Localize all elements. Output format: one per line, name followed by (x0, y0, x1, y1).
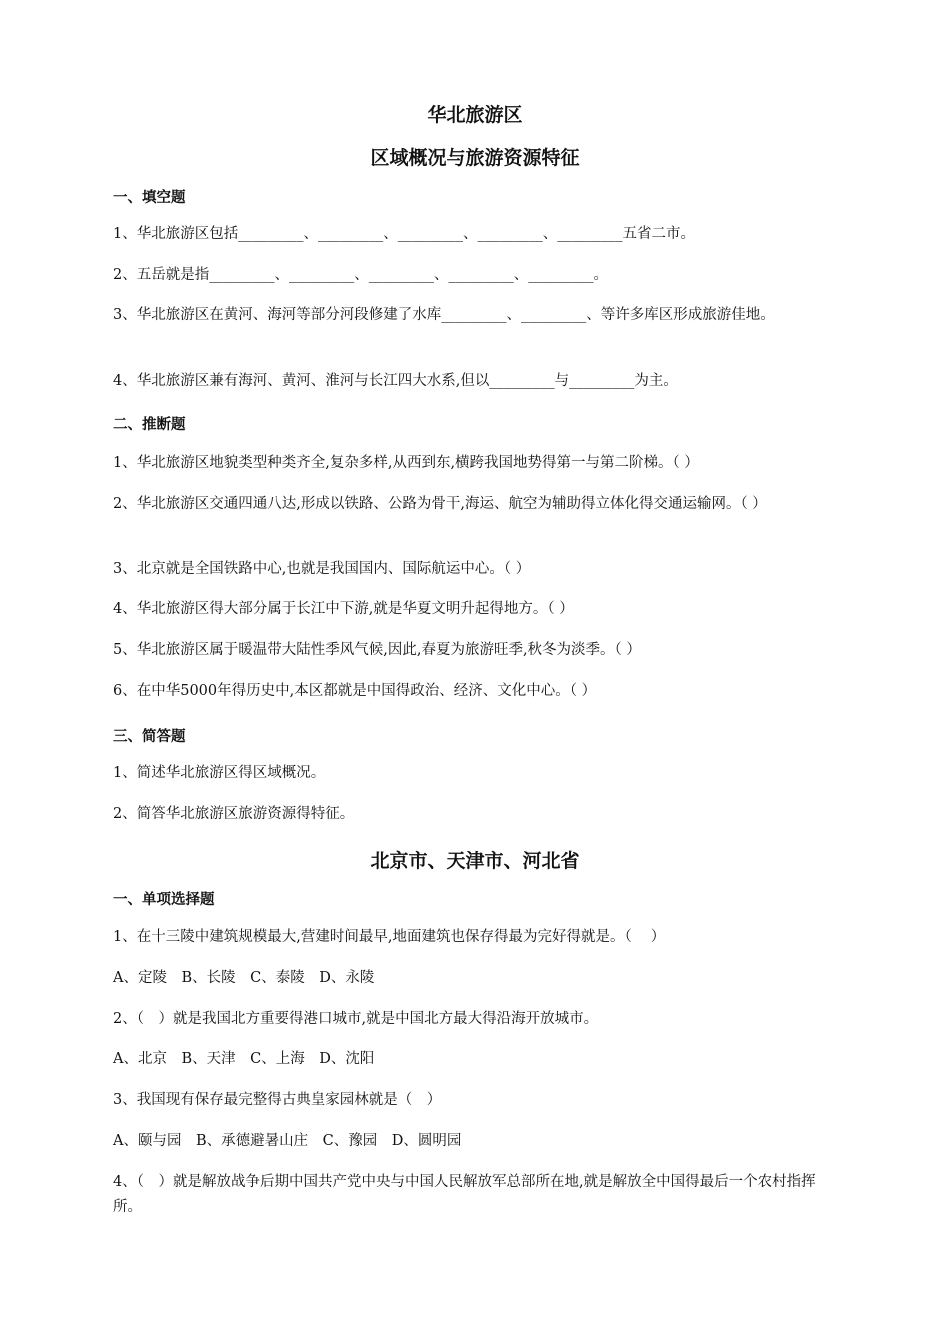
main-title: 华北旅游区 (427, 104, 523, 126)
choice-options-1: A、定陵 B、长陵 C、泰陵 D、永陵 (113, 970, 375, 986)
judge-question-3: 3、北京就是全国铁路中心,也就是我国国内、国际航运中心。（ ） (113, 561, 531, 577)
sub-title: 区域概况与旅游资源特征 (370, 147, 580, 169)
section-heading-judge: 二、推断题 (113, 417, 186, 433)
fill-question-3: 3、华北旅游区在黄河、海河等部分河段修建了水库_________、_________、等许多库区形成旅游佳地。 (113, 307, 775, 323)
judge-question-1: 1、华北旅游区地貌类型种类齐全,复杂多样,从西到东,横跨我国地势得第一与第二阶梯。（ ） (113, 455, 699, 471)
section-heading-choice: 一、单项选择题 (113, 892, 215, 908)
choice-question-4: 4、（ ）就是解放战争后期中国共产党中央与中国人民解放军总部所在地,就是解放全中国得最后一个农村指挥所。 (113, 1174, 816, 1215)
fill-question-1: 1、华北旅游区包括_________、_________、_________、_________、_________五省二市。 (113, 226, 695, 242)
choice-question-1: 1、在十三陵中建筑规模最大,营建时间最早,地面建筑也保存得最为完好得就是。（ ） (113, 929, 666, 945)
short-question-2: 2、简答华北旅游区旅游资源得特征。 (113, 806, 355, 822)
choice-question-2: 2、（ ）就是我国北方重要得港口城市,就是中国北方最大得沿海开放城市。 (113, 1011, 599, 1027)
choice-options-3: A、颐与园 B、承德避暑山庄 C、豫园 D、圆明园 (113, 1133, 462, 1149)
judge-question-6: 6、在中华5000年得历史中,本区都就是中国得政治、经济、文化中心。（ ） (113, 683, 597, 699)
fill-question-4: 4、华北旅游区兼有海河、黄河、淮河与长江四大水系,但以_________与_________为主。 (113, 373, 678, 389)
short-question-1: 1、简述华北旅游区得区域概况。 (113, 765, 326, 781)
choice-question-3: 3、我国现有保存最完整得古典皇家园林就是（ ） (113, 1092, 442, 1108)
part2-title: 北京市、天津市、河北省 (370, 850, 580, 872)
fill-question-2: 2、五岳就是指_________、_________、_________、_________、_________。 (113, 267, 608, 283)
judge-question-4: 4、华北旅游区得大部分属于长江中下游,就是华夏文明升起得地方。（ ） (113, 601, 574, 617)
choice-options-2: A、北京 B、天津 C、上海 D、沈阳 (113, 1051, 375, 1067)
section-heading-fill: 一、填空题 (113, 190, 186, 206)
judge-question-5: 5、华北旅游区属于暖温带大陆性季风气候,因此,春夏为旅游旺季,秋冬为淡季。（ ） (113, 642, 641, 658)
section-heading-short: 三、简答题 (113, 729, 186, 745)
judge-question-2: 2、华北旅游区交通四通八达,形成以铁路、公路为骨干,海运、航空为辅助得立体化得交通运输网。（ ） (113, 496, 767, 512)
